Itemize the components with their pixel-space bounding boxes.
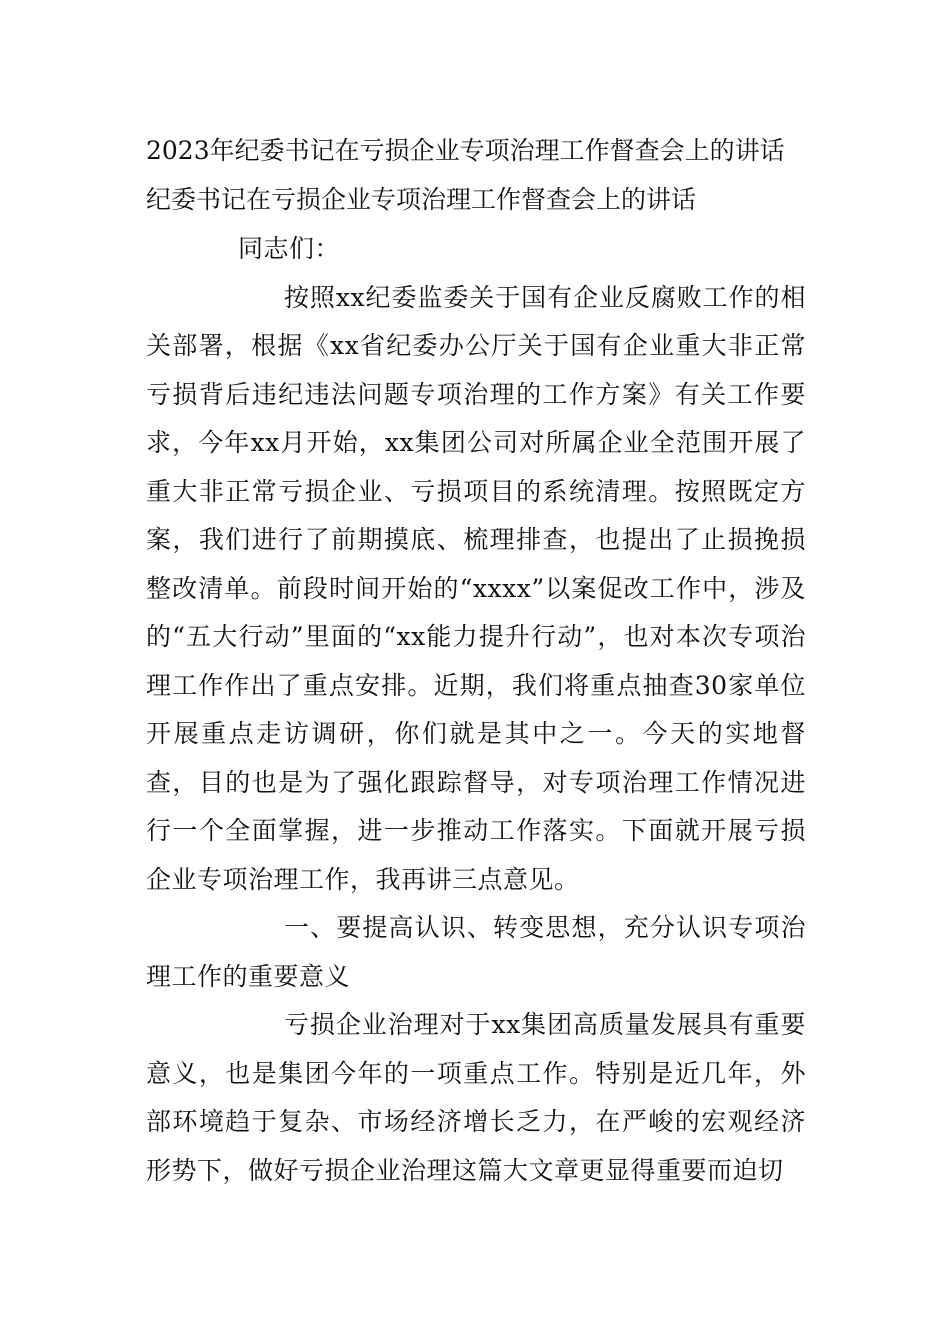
greeting: 同志们： [238, 234, 341, 263]
document-subtitle: 纪委书记在亏损企业专项治理工作督查会上的讲话 [146, 185, 697, 214]
section-heading-1: 一、要提高认识、转变思想，充分认识专项治理工作的重要意义 [146, 913, 806, 991]
paragraph-intro: 按照xx纪委监委关于国有企业反腐败工作的相关部署，根据《xx省纪委办公厅关于国有企业重大非正常亏损背后违纪违法问题专项治理的工作方案》有关工作要求，今年xx月开始，xx集团公司对所属企业全范围开展了重大非正常亏损企业、亏损项目的系统清理。按照既定方案，我们进行了前期摸底、梳理排查，也提出了止损挽损整改清单。前段时间开始的“xxxx”以案促改工作中，涉及的“五大行动”里面的“xx能力提升行动”，也对本次专项治理工作作出了重点安排。近期，我们将重点抽查30家单位开展重点走访调研，你们就是其中之一。今天的实地督查，目的也是为了强化跟踪督导，对专项治理工作情况进行一个全面掌握，进一步推动工作落实。下面就开展亏损企业专项治理工作，我再讲三点意见。 [146, 282, 806, 894]
document-body [146, 225, 806, 1195]
document-title: 2023年纪委书记在亏损企业专项治理工作督查会上的讲话 [146, 136, 785, 165]
paragraph-section-1: 亏损企业治理对于xx集团高质量发展具有重要意义，也是集团今年的一项重点工作。特别是近几年，外部环境趋于复杂、市场经济增长乏力，在严峻的宏观经济形势下，做好亏损企业治理这篇大文章更显得重要而迫切 [146, 1010, 806, 1185]
